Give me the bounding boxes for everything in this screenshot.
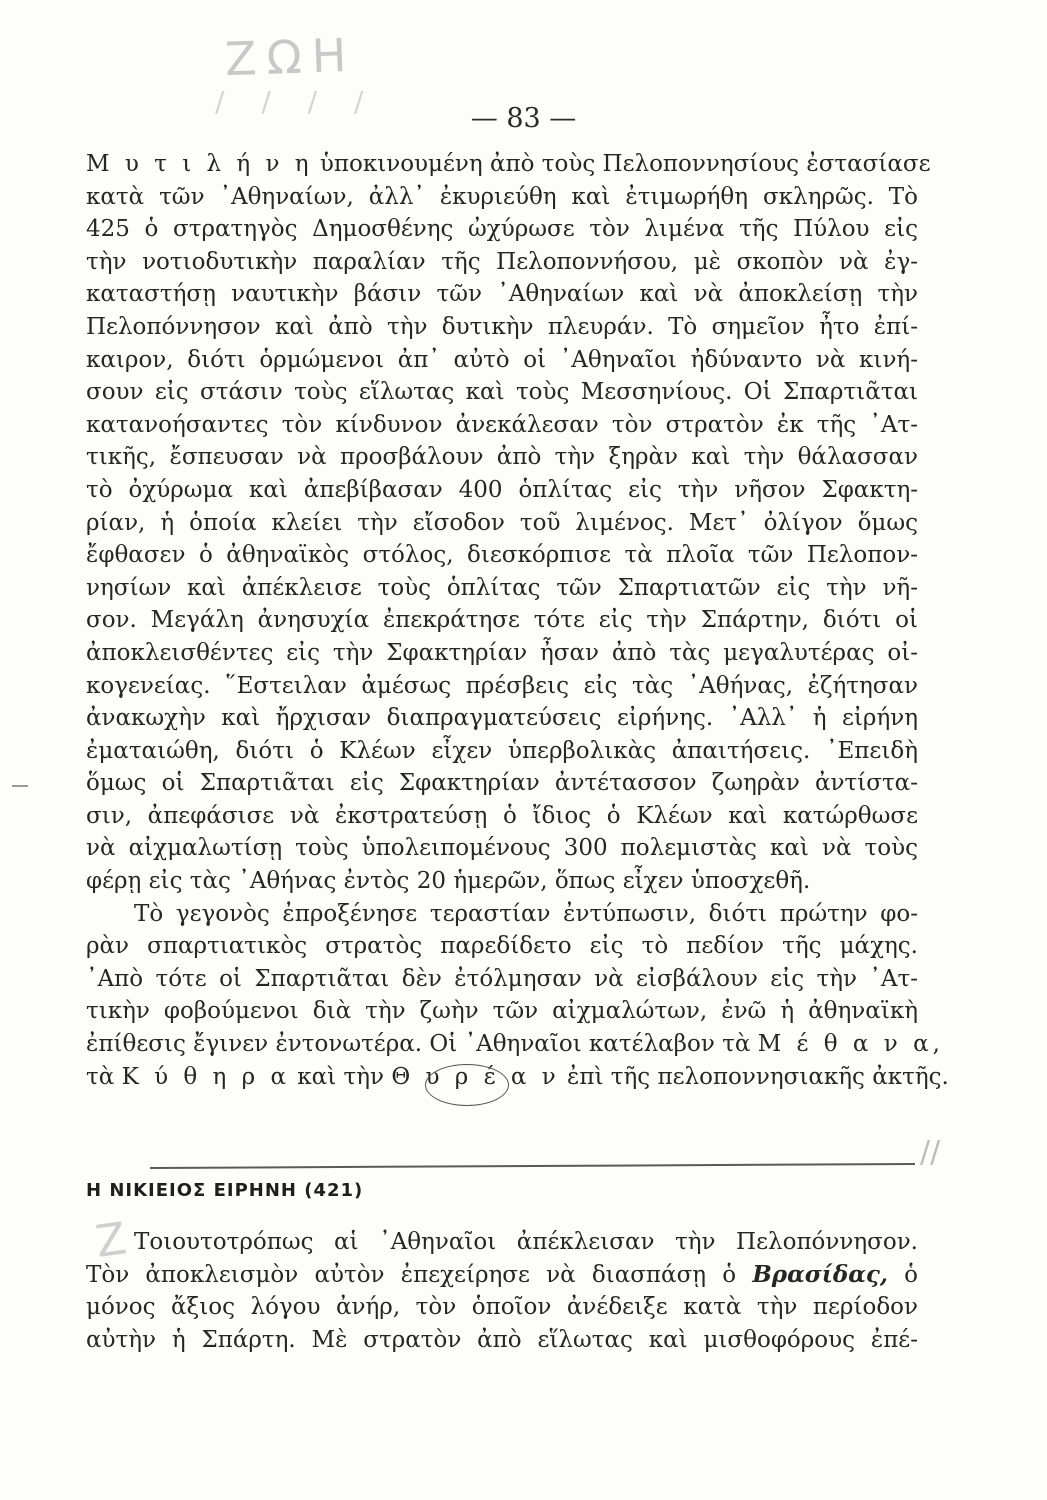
pen-circle-annotation — [425, 1064, 509, 1106]
text-line: ἀνακωχὴν καὶ ἤρχισαν διαπραγματεύσεις εἰρήνης. ᾿Αλλ᾿ ἡ εἰρήνη — [86, 705, 918, 732]
text-line: Τὸ γεγονὸς ἐπροξένησε τεραστίαν ἐντύπωσιν, διότι πρώτην φο- — [134, 900, 918, 927]
section-text-block — [86, 1226, 918, 1356]
text-line: τικὴν φοβούμενοι διὰ τὴν ζωὴν τῶν αἰχμαλώτων, ἐνῶ ἡ ἀθηναϊκὴ — [86, 998, 918, 1025]
bold-person-name: Βρασίδας, — [752, 1260, 888, 1288]
text-line: κατὰ τῶν ᾿Αθηναίων, ἀλλ᾿ ἐκυριεύθη καὶ ἐτιμωρήθη σκληρῶς. Τὸ — [86, 183, 918, 210]
text-line: κογενείας. ῞Εστειλαν ἀμέσως πρέσβεις εἰς τὰς ᾿Αθήνας, ἐζήτησαν — [86, 672, 918, 699]
spaced-place-name: Μ υ τ ι λ ή ν η — [86, 151, 313, 177]
text-line: σον. Μεγάλη ἀνησυχία ἐπεκράτησε τότε εἰς τὴν Σπάρτην, διότι οἱ — [86, 607, 918, 634]
spaced-place-name: Μ έ θ α ν α, — [757, 1031, 944, 1058]
section-heading: Η ΝΙΚΙΕΙΟΣ ΕΙΡΗΝΗ (421) — [86, 1180, 364, 1201]
margin-dash-mark — [12, 785, 28, 787]
page-number: — 83 — — [470, 103, 577, 134]
text-line: ἀποκλεισθέντες εἰς τὴν Σφακτηρίαν ἦσαν ἀπὸ τὰς μεγαλυτέρας οἰ- — [86, 639, 918, 666]
text-line: αὐτὴν ἡ Σπάρτη. Μὲ στρατὸν ἀπὸ εἵλωτας καὶ μισθοφόρους ἐπέ- — [86, 1326, 918, 1353]
text-line: καιρον, διότι ὁρμώμενοι ἀπ᾿ αὐτὸ οἱ ᾿Αθηναῖοι ἠδύναντο νὰ κινή- — [86, 346, 918, 373]
text-line: νησίων καὶ ἀπέκλεισε τοὺς ὁπλίτας τῶν Σπαρτιατῶν εἰς τὴν νῆ- — [86, 574, 918, 601]
text-line: ρίαν, ἡ ὁποία κλείει τὴν εἴσοδον τοῦ λιμένος. Μετ᾿ ὀλίγον ὅμως — [86, 509, 918, 536]
text-line: Πελοπόννησον καὶ ἀπὸ τὴν δυτικὴν πλευράν. Τὸ σημεῖον ἦτο ἐπί- — [86, 313, 918, 340]
text-line: 425 ὁ στρατηγὸς Δημοσθένης ὠχύρωσε τὸν λιμένα τῆς Πύλου εἰς — [86, 216, 918, 243]
text-line: Τοιουτοτρόπως αἱ ᾿Αθηναῖοι ἀπέκλεισαν τὴν Πελοπόννησον. — [134, 1229, 918, 1255]
margin-slash-mark: // — [920, 1135, 941, 1170]
text-line: κατανοήσαντες τὸν κίνδυνον ἀνεκάλεσαν τὸν στρατὸν ἐκ τῆς ᾿Ατ- — [86, 411, 918, 438]
text-line: σιν, ἀπεφάσισε νὰ ἐκστρατεύσῃ ὁ ἴδιος ὁ Κλέων καὶ κατώρθωσε — [86, 802, 918, 829]
text-line: τὴν νοτιοδυτικὴν παραλίαν τῆς Πελοποννήσου, μὲ σκοπὸν νὰ ἐγ- — [86, 248, 918, 275]
text-line: νὰ αἰχμαλωτίσῃ τοὺς ὑπολειπομένους 300 πολεμιστὰς καὶ νὰ τοὺς — [86, 835, 918, 862]
text-line: ἐματαιώθη, διότι ὁ Κλέων εἶχεν ὑπερβολικὰς ἀπαιτήσεις. ᾿Επειδὴ — [86, 737, 918, 764]
text-line: ἐπίθεσις ἔγινεν ἐντονωτέρα. Οἱ ᾿Αθηναῖοι κατέλαβον τὰ Μ έ θ α ν α, — [86, 1031, 944, 1058]
handwritten-paragraph-mark: Z — [92, 1213, 130, 1268]
text-line: σουν εἰς στάσιν τοὺς εἵλωτας καὶ τοὺς Μεσσηνίους. Οἱ Σπαρτιᾶται — [86, 379, 918, 406]
text-line: Τὸν ἀποκλεισμὸν αὐτὸν ἐπεχείρησε νὰ διασπάσῃ ὁ Βρασίδας, ὁ — [86, 1260, 918, 1288]
text-line: ᾿Απὸ τότε οἱ Σπαρτιᾶται δὲν ἐτόλμησαν νὰ εἰσβάλουν εἰς τὴν ᾿Ατ- — [86, 965, 918, 992]
handwritten-marks: / / / / — [215, 85, 378, 118]
text-line: καταστήσῃ ναυτικὴν βάσιν τῶν ᾿Αθηναίων καὶ νὰ ἀποκλείσῃ τὴν — [86, 281, 918, 308]
text-line: τὸ ὀχύρωμα καὶ ἀπεβίβασαν 400 ὁπλίτας εἰς τὴν νῆσον Σφακτη- — [86, 476, 918, 503]
text-line: ἔφθασεν ὁ ἀθηναϊκὸς στόλος, διεσκόρπισε τὰ πλοῖα τῶν Πελοπον- — [86, 542, 918, 569]
handwritten-note: ΖΩΗ — [224, 27, 358, 87]
text-line: ὅμως οἱ Σπαρτιᾶται εἰς Σφακτηρίαν ἀντέτασσον ζωηρὰν ἀντίστα- — [86, 770, 918, 797]
text-line: μόνος ἄξιος λόγου ἀνήρ, τὸν ὁποῖον ἀνέδειξε κατὰ τὴν περίοδον — [86, 1294, 918, 1321]
text-line: τικῆς, ἔσπευσαν νὰ προσβάλουν ἀπὸ τὴν ξηρὰν καὶ τὴν θάλασσαν — [86, 444, 918, 471]
text-line: φέρῃ εἰς τὰς ᾿Αθήνας ἐντὸς 20 ἡμερῶν, ὅπως εἶχεν ὑποσχεθῆ. — [86, 868, 811, 895]
text-line: Μ υ τ ι λ ή ν η ὑποκινουμένη ἀπὸ τοὺς Πελοποννησίους ἐστασίασε — [86, 151, 931, 177]
spaced-place-name: Κ ύ θ η ρ α — [121, 1063, 290, 1090]
text-line: τὰ Κ ύ θ η ρ α καὶ τὴν Θ υ ρ έ α ν ἐπὶ τῆς πελοποννησιακῆς ἀκτῆς. — [86, 1063, 949, 1090]
text-line: ρὰν σπαρτιατικὸς στρατὸς παρεδίδετο εἰς τὸ πεδίον τῆς μάχης. — [86, 933, 918, 960]
spaced-place-name: Θ υ ρ έ α ν — [391, 1063, 560, 1090]
pen-underline-annotation — [150, 1163, 915, 1169]
main-text-block — [86, 148, 949, 1093]
